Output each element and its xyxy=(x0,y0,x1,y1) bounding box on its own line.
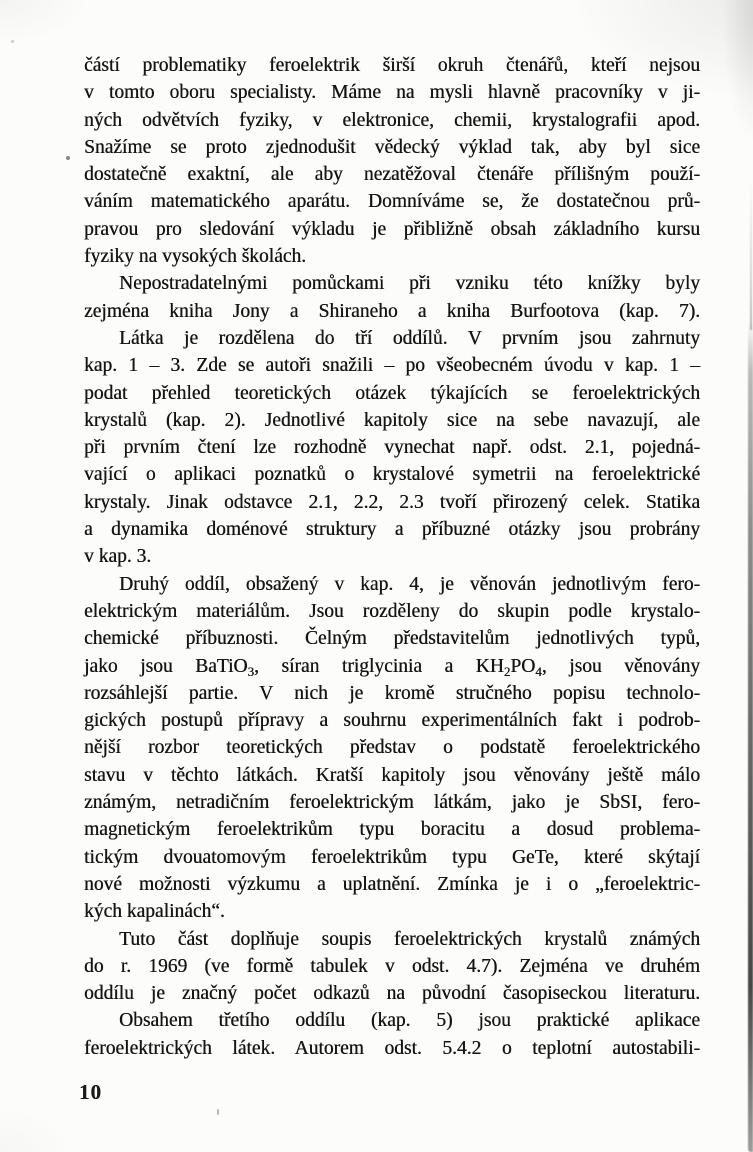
text-line: Snažíme se proto zjednodušit vědecký výklad tak, aby byl sice xyxy=(84,136,700,158)
text-line: magnetickým feroelektrikům typu boracitu a dosud problema- xyxy=(84,819,700,841)
scan-artifact-speck xyxy=(217,1109,219,1115)
text-line: Nepostradatelnými pomůckami při vzniku této knížky byly xyxy=(119,273,700,295)
text-line: známým, netradičním feroelektrickým látkám, jako je SbSI, fero- xyxy=(84,792,700,814)
scan-artifact-speck xyxy=(11,40,14,43)
text-line: ných odvětvích fyziky, v elektronice, chemii, krystalografii apod. xyxy=(84,109,700,131)
text-line: dostatečně exaktní, ale aby nezatěžoval čtenáře přílišným použí- xyxy=(84,164,700,186)
scan-corner-smudge xyxy=(713,0,753,220)
text-line: vající o aplikaci poznatků o krystalové symetrii na feroelektrické xyxy=(84,464,700,486)
text-line: stavu v těchto látkách. Kratší kapitoly jsou věnovány ještě málo xyxy=(84,764,700,786)
text-line: krystaly. Jinak odstavce 2.1, 2.2, 2.3 tvoří přirozený celek. Statika xyxy=(84,491,700,513)
text-line: Obsahem třetího oddílu (kap. 5) jsou praktické aplikace xyxy=(119,1010,700,1032)
scan-artifact-dot xyxy=(66,156,70,160)
text-line: chemické příbuznosti. Čelným představitelům jednotlivých typů, xyxy=(84,628,700,650)
text-line: váním matematického aparátu. Domníváme se, že dostatečnou prů- xyxy=(84,191,700,213)
text-line: kých kapalinách“. xyxy=(84,901,225,923)
paragraph xyxy=(84,571,700,926)
text-line: Druhý oddíl, obsažený v kap. 4, je věnován jednotlivým fero- xyxy=(119,573,700,595)
text-line: při prvním čtení lze rozhodně vynechat např. odst. 2.1, pojedná- xyxy=(84,437,700,459)
text-line: a dynamika doménové struktury a příbuzné otázky jsou probrány xyxy=(84,519,700,541)
page-text xyxy=(84,52,700,1062)
text-line: tickým dvouatomovým feroelektrikům typu GeTe, které skýtají xyxy=(84,846,700,868)
text-line: rozsáhlejší partie. V nich je kromě stručného popisu technolo- xyxy=(84,682,700,704)
text-line: podat přehled teoretických otázek týkajících se feroelektrických xyxy=(84,382,700,404)
scan-edge-shadow-upper xyxy=(750,180,752,330)
text-line: zejména kniha Jony a Shiraneho a kniha Burfootova (kap. 7). xyxy=(84,300,700,322)
text-line: částí problematiky feroelektrik širší okruh čtenářů, kteří nejsou xyxy=(84,55,700,76)
paragraph xyxy=(84,926,700,1008)
scan-edge-shadow xyxy=(748,322,753,1152)
text-line: elektrickým materiálům. Jsou rozděleny do skupin podle krystalo- xyxy=(84,600,700,622)
page-number: 10 xyxy=(79,1080,102,1104)
text-line: nové možnosti výzkumu a uplatnění. Zmínka je i o „feroelektric- xyxy=(84,873,700,895)
text-line: feroelektrických látek. Autorem odst. 5.4.2 o teplotní autostabili- xyxy=(84,1037,700,1059)
text-line: pravou pro sledování výkladu je přibližně obsah základního kursu xyxy=(84,218,700,240)
text-line: Tuto část doplňuje soupis feroelektrických krystalů známých xyxy=(119,928,700,950)
paragraph xyxy=(84,270,700,325)
text-line: oddílu je značný počet odkazů na původní časopiseckou literaturu. xyxy=(84,983,700,1005)
text-line: jako jsou BaTiO$_3$, síran triglycinia a $KH_2PO_4$, jsou věnovány xyxy=(84,655,700,679)
text-line: v kap. 3. xyxy=(84,546,152,568)
text-line: fyziky na vysokých školách. xyxy=(84,246,307,268)
text-line: v tomto oboru specialisty. Máme na mysli hlavně pracovníky v ji- xyxy=(84,82,700,104)
text-line: gických postupů přípravy a souhrnu experimentálních fakt i podrob- xyxy=(84,710,700,732)
paragraph xyxy=(84,52,700,270)
text-line: nější rozbor teoretických představ o podstatě feroelektrického xyxy=(84,737,700,759)
paragraph xyxy=(84,325,700,571)
text-line: do r. 1969 (ve formě tabulek v odst. 4.7). Zejména ve druhém xyxy=(84,955,700,977)
paragraph xyxy=(84,1007,700,1062)
text-line: Látka je rozdělena do tří oddílů. V prvním jsou zahrnuty xyxy=(119,327,700,349)
text-line: krystalů (kap. 2). Jednotlivé kapitoly sice na sebe navazují, ale xyxy=(84,409,700,431)
text-line: kap. 1 – 3. Zde se autoři snažili – po všeobecném úvodu v kap. 1 – xyxy=(84,355,700,377)
